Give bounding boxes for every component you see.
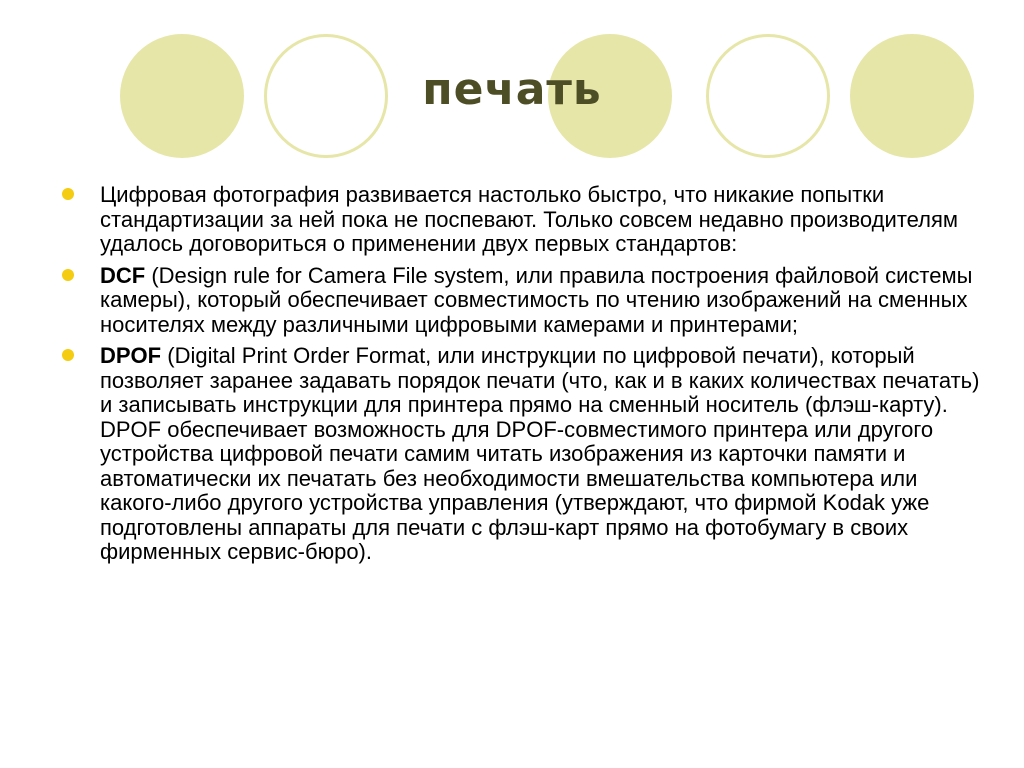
bullet-item-dpof (62, 344, 982, 565)
bullet-text: Цифровая фотография развивается настолько быстро, что никакие попытки стандартизации за ней пока не поспевают. Только совсем недавно производителям удалось договориться о применении двух первых стандартов: (100, 182, 959, 256)
bullet-term: DCF (100, 262, 146, 288)
bullet-term: DPOF (100, 343, 162, 368)
slide-title: печать (422, 64, 602, 115)
bullet-dot-icon (62, 349, 74, 361)
bullet-text: (Digital Print Order Format, или инструкции по цифровой печати), который позволяет заранее задавать порядок печати (что, как и в каких количествах печатать) и записывать инструкции для принтера прямо на сменный носитель (флэш-карту). DPOF обеспечивает возможность для DPOF-совместимого принтера или другого устройства цифровой печати самим читать изображения из карточки памяти и автоматически их печатать без необходимости вмешательства компьютера или какого-либо другого устройства управления (утверждают, что фирмой Kodak уже подготовлены аппараты для печати с флэш-карт прямо на фотобумагу в своих фирменных сервис-бюро). (100, 343, 980, 564)
bullet-dot-icon (62, 188, 74, 200)
bullet-list (62, 183, 982, 572)
bullet-dot-icon (62, 269, 74, 281)
bullet-item-dcf (62, 264, 982, 338)
bullet-item-intro (62, 183, 982, 257)
bullet-text: (Design rule for Camera File system, или правила построения файловой системы камеры), который обеспечивает совместимость по чтению изображений на сменных носителях между различными цифровыми камерами и принтерами; (100, 262, 973, 337)
